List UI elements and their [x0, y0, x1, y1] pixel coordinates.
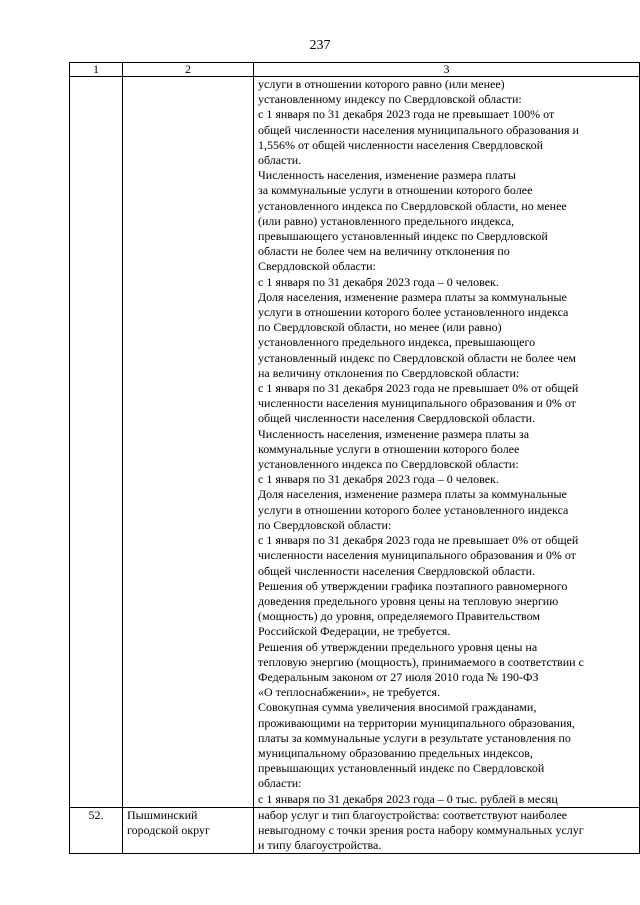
description-line: тепловую энергию (мощность), принимаемого в соответствии с — [258, 654, 584, 669]
column-header-2: 2 — [123, 63, 254, 77]
description-line: Доля населения, изменение размера платы за коммунальные — [258, 487, 567, 502]
table-row — [70, 807, 640, 854]
column-header-1: 1 — [70, 63, 123, 77]
table-row — [70, 77, 640, 808]
description-line: проживающими на территории муниципального образования, — [258, 715, 575, 730]
description-line: превышающего установленный индекс по Свердловской — [258, 229, 548, 244]
description-line: платы за коммунальные услуги в результате установления по — [258, 730, 571, 745]
description-line: на величину отклонения по Свердловской области: — [258, 365, 520, 380]
description-line: 1,556% от общей численности населения Свердловской — [258, 137, 544, 152]
description-line: установленный индекс по Свердловской области не более чем — [258, 350, 576, 365]
description-line: доведения предельного уровня цены на тепловую энергию — [258, 593, 559, 608]
description-line: Численность населения, изменение размера платы за — [258, 426, 530, 441]
description-cell — [254, 77, 640, 808]
description-line: с 1 января по 31 декабря 2023 года не превышает 100% от — [258, 107, 555, 122]
description-line: (или равно) установленного предельного индекса, — [258, 213, 515, 228]
description-line: Федеральным законом от 27 июля 2010 года № 190-ФЗ — [258, 669, 539, 684]
description-line: за коммунальные услуги в отношении которого более — [258, 183, 533, 198]
column-header-3: 3 — [254, 63, 640, 77]
description-line: Российской Федерации, не требуется. — [258, 624, 451, 639]
description-line: с 1 января по 31 декабря 2023 года не превышает 0% от общей — [258, 533, 579, 548]
description-line: коммунальные услуги в отношении которого более — [258, 441, 520, 456]
description-line: превышающих установленный индекс по Свердловской — [258, 761, 545, 776]
description-line: услуги в отношении которого равно (или менее) — [258, 77, 505, 91]
description-cell — [254, 807, 640, 854]
description-line: области не более чем на величину отклонения по — [258, 244, 510, 259]
row-number-cell — [70, 77, 123, 808]
description-line: численности населения муниципального образования и 0% от — [258, 396, 576, 411]
description-line: по Свердловской области, но менее (или равно) — [258, 320, 502, 335]
description-line: Решения об утверждении графика поэтапного равномерного — [258, 578, 568, 593]
description-line: установленному индексу по Свердловской области: — [258, 92, 522, 107]
description-line: Совокупная сумма увеличения вносимой гражданами, — [258, 700, 537, 715]
description-line: Численность населения, изменение размера платы — [258, 168, 516, 183]
row-number-cell: 52. — [70, 807, 123, 854]
description-line: Доля населения, изменение размера платы за коммунальные — [258, 289, 567, 304]
description-line: области. — [258, 153, 302, 168]
description-line: и типу благоустройства. — [258, 838, 382, 853]
municipality-name-cell — [123, 77, 254, 808]
description-line: с 1 января по 31 декабря 2023 года – 0 человек. — [258, 274, 499, 289]
document-table — [69, 62, 640, 854]
description-line: с 1 января по 31 декабря 2023 года – 0 тыс. рублей в месяц — [258, 791, 558, 806]
description-line: по Свердловской области: — [258, 517, 392, 532]
description-line: с 1 января по 31 декабря 2023 года – 0 человек. — [258, 472, 499, 487]
municipality-name-cell — [123, 807, 254, 854]
page-number: 237 — [309, 38, 331, 53]
description-line: «О теплоснабжении», не требуется. — [258, 685, 441, 700]
description-line: набор услуг и тип благоустройства: соответствуют наиболее — [258, 807, 568, 822]
description-line: Свердловской области: — [258, 259, 376, 274]
description-line: установленного индекса по Свердловской области: — [258, 457, 519, 472]
description-line: Решения об утверждении предельного уровня цены на — [258, 639, 538, 654]
description-line: установленного индекса по Свердловской области, но менее — [258, 198, 567, 213]
table-body — [70, 77, 640, 854]
description-line: общей численности населения Свердловской области. — [258, 411, 536, 426]
description-line: невыгодному с точки зрения роста набору коммунальных услуг — [258, 822, 584, 837]
description-line: (мощность) до уровня, определяемого Правительством — [258, 609, 541, 624]
description-line: установленного предельного индекса, превышающего — [258, 335, 536, 350]
description-line: области: — [258, 776, 302, 791]
municipality-name-line: городской округ — [127, 822, 210, 837]
description-line: услуги в отношении которого более установленного индекса — [258, 305, 569, 320]
description-line: общей численности населения Свердловской области. — [258, 563, 536, 578]
description-line: общей численности населения муниципального образования и — [258, 122, 579, 137]
description-line: с 1 января по 31 декабря 2023 года не превышает 0% от общей — [258, 381, 579, 396]
municipality-name-line: Пышминский — [127, 807, 198, 822]
description-line: муниципальному образованию предельных индексов, — [258, 745, 533, 760]
description-line: услуги в отношении которого более установленного индекса — [258, 502, 569, 517]
table-header-row — [70, 63, 640, 77]
description-line: численности населения муниципального образования и 0% от — [258, 548, 576, 563]
